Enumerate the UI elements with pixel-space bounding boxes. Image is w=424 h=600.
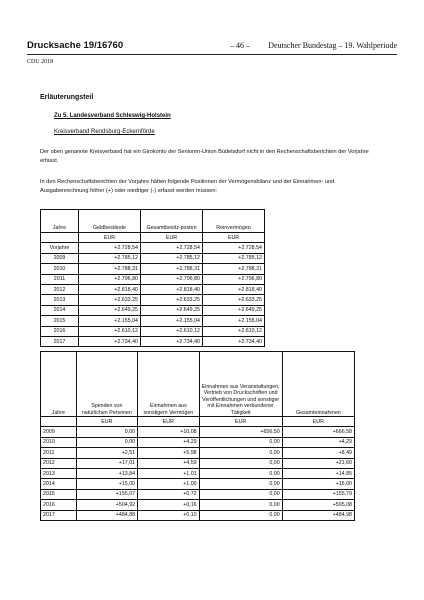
table-header: Reinvermögen bbox=[203, 210, 265, 233]
value-cell: +2.649,25 bbox=[79, 305, 141, 315]
table-row bbox=[41, 284, 265, 294]
value-cell: +484,88 bbox=[76, 510, 138, 520]
year-cell: 2015 bbox=[41, 489, 77, 499]
paragraph-2: In den Rechenschaftsberichten der Vorjahre hätten folgende Positionen der Vermögensbilanz und der Einnahmen- und Ausgabenrechnung höher (+) oder niedriger (-) erfasst werden müssen: bbox=[40, 179, 335, 194]
subsubheading: Kreisverband Rendsburg-Eckernförde bbox=[54, 129, 155, 135]
value-cell: +2.818,40 bbox=[79, 284, 141, 294]
parliament-period: Deutscher Bundestag – 19. Wahlperiode bbox=[268, 41, 397, 50]
table-header: Gesamteinnahmen bbox=[282, 352, 354, 417]
value-cell: +5,98 bbox=[138, 448, 200, 458]
table-row bbox=[41, 489, 355, 499]
value-cell: +2.796,80 bbox=[141, 274, 203, 284]
heading: Erläuterungsteil bbox=[40, 94, 94, 101]
value-cell: +13,84 bbox=[76, 468, 138, 478]
year-cell: 2017 bbox=[41, 510, 77, 520]
unit-row bbox=[41, 233, 265, 243]
value-cell: +2.785,12 bbox=[79, 253, 141, 263]
table-row bbox=[41, 437, 355, 447]
value-cell: +1,01 bbox=[138, 468, 200, 478]
value-cell: +1,00 bbox=[138, 479, 200, 489]
table-row bbox=[41, 510, 355, 520]
value-cell: +155,79 bbox=[282, 489, 354, 499]
year-cell: 2010 bbox=[41, 264, 79, 274]
table-row bbox=[41, 243, 265, 253]
unit-cell: EUR bbox=[141, 233, 203, 243]
value-cell: 0,00 bbox=[199, 500, 282, 510]
value-cell: +2.155,04 bbox=[203, 316, 265, 326]
income-table-body bbox=[41, 417, 355, 521]
value-cell: +2.796,80 bbox=[203, 274, 265, 284]
table-row bbox=[41, 500, 355, 510]
value-cell: +2.610,12 bbox=[141, 326, 203, 336]
unit-row bbox=[41, 417, 355, 427]
table-header: Einnahmen aus sonstigem Vermögen bbox=[138, 352, 200, 417]
table-row bbox=[41, 336, 265, 346]
year-cell: 2017 bbox=[41, 336, 79, 346]
balance-table bbox=[40, 209, 265, 347]
page-header bbox=[27, 40, 397, 55]
table-header: Geldbestände bbox=[79, 210, 141, 233]
value-cell: +2.633,25 bbox=[79, 295, 141, 305]
value-cell: +2.728,54 bbox=[79, 243, 141, 253]
table-row bbox=[41, 316, 265, 326]
value-cell: +504,92 bbox=[76, 500, 138, 510]
value-cell: 0,00 bbox=[199, 448, 282, 458]
table-row bbox=[41, 458, 355, 468]
value-cell: +2.633,25 bbox=[141, 295, 203, 305]
value-cell: +0,10 bbox=[138, 510, 200, 520]
value-cell: 0,00 bbox=[199, 510, 282, 520]
table-row bbox=[41, 253, 265, 263]
value-cell: +2.788,31 bbox=[141, 264, 203, 274]
table-row bbox=[41, 448, 355, 458]
year-cell: 2012 bbox=[41, 458, 77, 468]
unit-cell: EUR bbox=[138, 417, 200, 427]
page-number: – 46 – bbox=[230, 41, 250, 50]
year-cell: 2012 bbox=[41, 284, 79, 294]
section-label: CDU 2018 bbox=[27, 59, 54, 65]
unit-cell: EUR bbox=[203, 233, 265, 243]
value-cell: +2.734,40 bbox=[79, 336, 141, 346]
value-cell: +2.633,25 bbox=[203, 295, 265, 305]
value-cell: +2.610,12 bbox=[79, 326, 141, 336]
year-cell: 2014 bbox=[41, 479, 77, 489]
year-cell: 2010 bbox=[41, 437, 77, 447]
unit-cell bbox=[41, 417, 77, 427]
table-row bbox=[41, 427, 355, 437]
value-cell: +4,29 bbox=[282, 437, 354, 447]
year-cell: 2013 bbox=[41, 295, 79, 305]
value-cell: +2.785,12 bbox=[203, 253, 265, 263]
balance-table-body bbox=[41, 233, 265, 347]
table-row bbox=[41, 468, 355, 478]
value-cell: +0,16 bbox=[138, 500, 200, 510]
value-cell: +10,08 bbox=[138, 427, 200, 437]
value-cell: +17,01 bbox=[76, 458, 138, 468]
table-row bbox=[41, 326, 265, 336]
value-cell: 0,00 bbox=[76, 427, 138, 437]
value-cell: +2.649,25 bbox=[203, 305, 265, 315]
table-row bbox=[41, 305, 265, 315]
year-cell: 2016 bbox=[41, 500, 77, 510]
document-number: Drucksache 19/16760 bbox=[27, 40, 124, 51]
value-cell: 0,00 bbox=[76, 437, 138, 447]
value-cell: 0,00 bbox=[199, 479, 282, 489]
table-header: Jahre bbox=[41, 352, 77, 417]
value-cell: +2.788,31 bbox=[79, 264, 141, 274]
value-cell: +8,49 bbox=[282, 448, 354, 458]
year-cell: 2015 bbox=[41, 316, 79, 326]
value-cell: +4,59 bbox=[138, 458, 200, 468]
value-cell: +666,58 bbox=[282, 427, 354, 437]
value-cell: +2.734,40 bbox=[203, 336, 265, 346]
value-cell: +2.649,25 bbox=[141, 305, 203, 315]
unit-cell: EUR bbox=[199, 417, 282, 427]
value-cell: +2.796,80 bbox=[79, 274, 141, 284]
value-cell: +2.818,40 bbox=[141, 284, 203, 294]
unit-cell: EUR bbox=[282, 417, 354, 427]
value-cell: +656,50 bbox=[199, 427, 282, 437]
value-cell: +15,00 bbox=[76, 479, 138, 489]
table-header: Jahre bbox=[41, 210, 79, 233]
subheading: Zu 5. Landesverband Schleswig-Holstein bbox=[54, 113, 171, 119]
year-cell: 2009 bbox=[41, 427, 77, 437]
year-cell: 2016 bbox=[41, 326, 79, 336]
value-cell: 0,00 bbox=[199, 437, 282, 447]
table-header: Einnahmen aus Veranstaltungen, Vertrieb von Druckschriften und Veröffentlichungen und sonstiger mit Einnahmen verbundener Tätigkeit bbox=[199, 352, 282, 417]
table-row bbox=[41, 274, 265, 284]
value-cell: +21,60 bbox=[282, 458, 354, 468]
unit-cell: EUR bbox=[79, 233, 141, 243]
value-cell: +155,07 bbox=[76, 489, 138, 499]
year-cell: 2011 bbox=[41, 448, 77, 458]
table-header: Spenden von natürlichen Personen bbox=[76, 352, 138, 417]
unit-cell: EUR bbox=[76, 417, 138, 427]
year-cell: 2009 bbox=[41, 253, 79, 263]
value-cell: +2.734,40 bbox=[141, 336, 203, 346]
paragraph-1: Der oben genannte Kreisverband hat ein Girokonto der Senioren-Union Büdelsdorf nicht in den Rechenschaftsberichten der Vorjahre erfasst. bbox=[40, 149, 369, 164]
value-cell: 0,00 bbox=[199, 458, 282, 468]
value-cell: +0,72 bbox=[138, 489, 200, 499]
value-cell: +505,08 bbox=[282, 500, 354, 510]
unit-cell bbox=[41, 233, 79, 243]
value-cell: +4,29 bbox=[138, 437, 200, 447]
year-cell: 2013 bbox=[41, 468, 77, 478]
value-cell: +2.610,12 bbox=[203, 326, 265, 336]
value-cell: +14,85 bbox=[282, 468, 354, 478]
value-cell: +2.785,12 bbox=[141, 253, 203, 263]
year-cell: 2011 bbox=[41, 274, 79, 284]
value-cell: 0,00 bbox=[199, 489, 282, 499]
value-cell: +2,51 bbox=[76, 448, 138, 458]
income-table bbox=[40, 351, 355, 521]
value-cell: +2.155,04 bbox=[79, 316, 141, 326]
table-row bbox=[41, 295, 265, 305]
value-cell: +2.155,04 bbox=[141, 316, 203, 326]
year-cell: 2014 bbox=[41, 305, 79, 315]
table-row bbox=[41, 479, 355, 489]
year-cell: Vorjahre bbox=[41, 243, 79, 253]
value-cell: +2.728,54 bbox=[203, 243, 265, 253]
value-cell: +16,00 bbox=[282, 479, 354, 489]
value-cell: +484,98 bbox=[282, 510, 354, 520]
value-cell: +2.788,31 bbox=[203, 264, 265, 274]
table-header: Gesamtbesitz-posten bbox=[141, 210, 203, 233]
value-cell: +2.818,40 bbox=[203, 284, 265, 294]
value-cell: 0,00 bbox=[199, 468, 282, 478]
table-row bbox=[41, 264, 265, 274]
value-cell: +2.728,54 bbox=[141, 243, 203, 253]
